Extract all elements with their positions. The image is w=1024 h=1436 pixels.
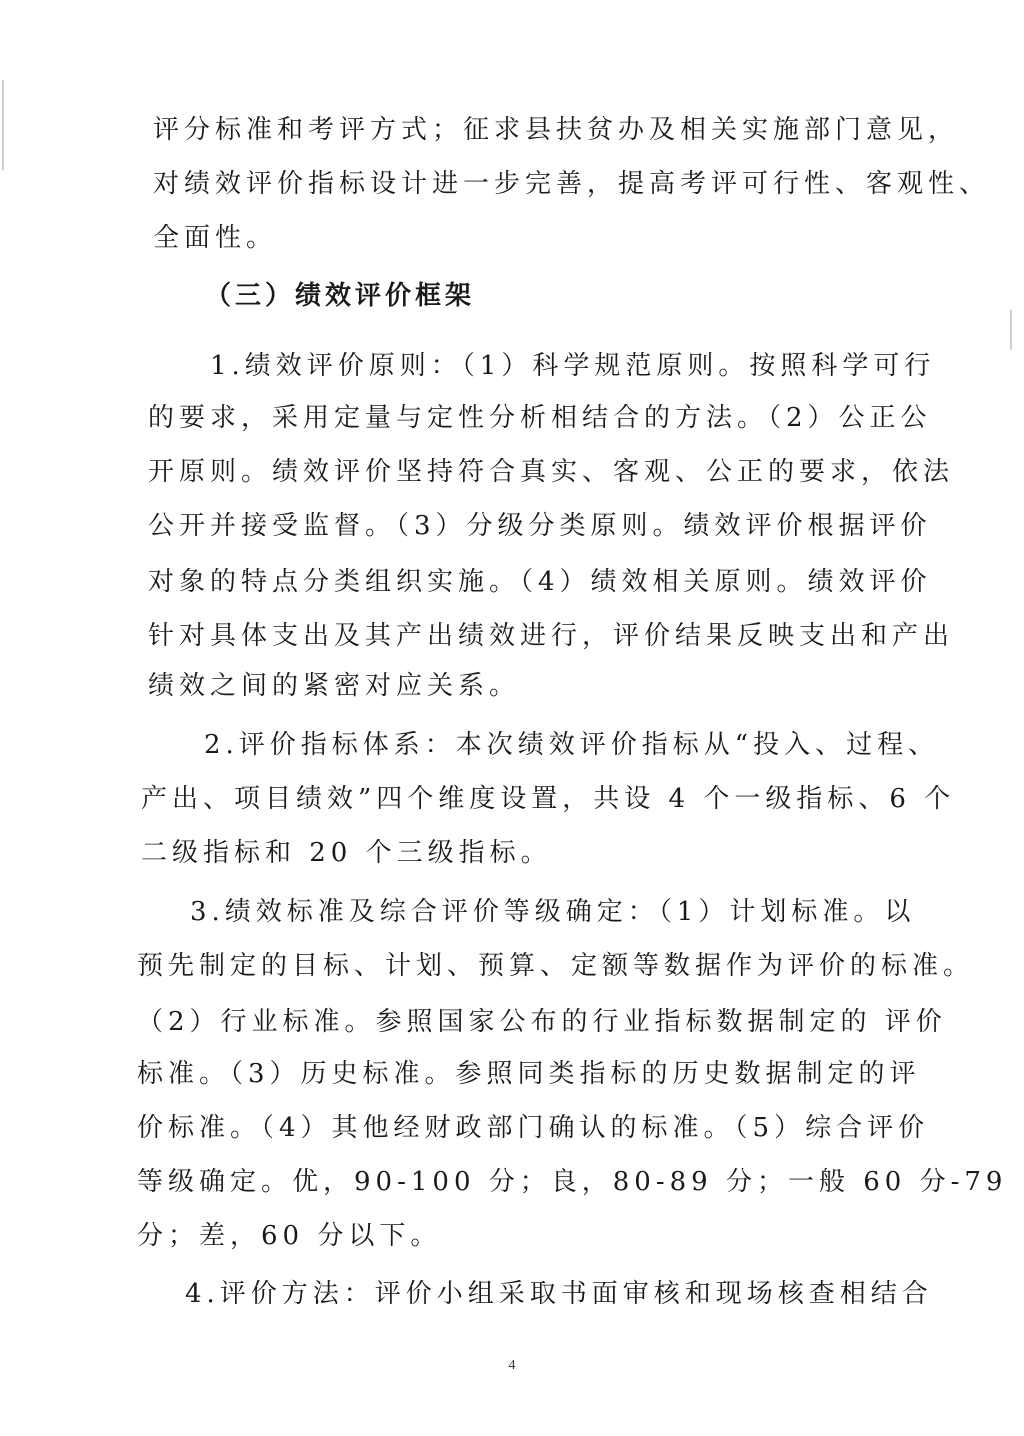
text-line: 4.评价方法：评价小组采取书面审核和现场核查相结合 xyxy=(185,1279,933,1309)
text-line: 开原则。绩效评价坚持符合真实、客观、公正的要求，依法 xyxy=(148,457,955,487)
text-line: 的要求，采用定量与定性分析相结合的方法。（2）公正公 xyxy=(148,403,932,433)
text-line: 预先制定的目标、计划、预算、定额等数据作为评价的标准。 xyxy=(137,951,975,981)
text-line: 针对具体支出及其产出绩效进行，评价结果反映支出和产出 xyxy=(148,621,955,651)
text-line: 价标准。（4）其他经财政部门确认的标准。（5）综合评价 xyxy=(137,1113,930,1143)
scan-edge-mark xyxy=(2,80,4,170)
text-line: 1.绩效评价原则：（1）科学规范原则。按照科学可行 xyxy=(210,351,936,381)
text-line: 公开并接受监督。（3）分级分类原则。绩效评价根据评价 xyxy=(148,511,932,541)
text-line: 分；差，60 分以下。 xyxy=(137,1221,442,1251)
text-line: 等级确定。优，90-100 分；良，80-89 分；一般 60 分-79 xyxy=(137,1167,1008,1197)
text-line: 标准。（3）历史标准。参照同类指标的历史数据制定的评 xyxy=(137,1059,921,1089)
text-line: 对象的特点分类组织实施。（4）绩效相关原则。绩效评价 xyxy=(148,567,932,597)
text-line: 2.评价指标体系：本次绩效评价指标从“投入、过程、 xyxy=(204,730,940,760)
text-line: 3.绩效标准及综合评价等级确定：（1）计划标准。以 xyxy=(190,897,916,927)
section-heading: （三）绩效评价框架 xyxy=(205,281,476,311)
text-line: （2）行业标准。参照国家公布的行业指标数据制定的 评价 xyxy=(137,1007,947,1037)
text-line: 对绩效评价指标设计进一步完善，提高考评可行性、客观性、 xyxy=(153,169,991,199)
page-number: 4 xyxy=(508,1358,516,1373)
text-line: 全面性。 xyxy=(153,223,278,253)
text-line: 产出、项目绩效”四个维度设置，共设 4 个一级指标、6 个 xyxy=(141,784,956,814)
scan-edge-mark xyxy=(1010,310,1012,350)
text-line: 绩效之间的紧密对应关系。 xyxy=(148,671,521,701)
text-line: 评分标准和考评方式；征求县扶贫办及相关实施部门意见， xyxy=(153,115,960,145)
text-line: 二级指标和 20 个三级指标。 xyxy=(141,838,552,868)
